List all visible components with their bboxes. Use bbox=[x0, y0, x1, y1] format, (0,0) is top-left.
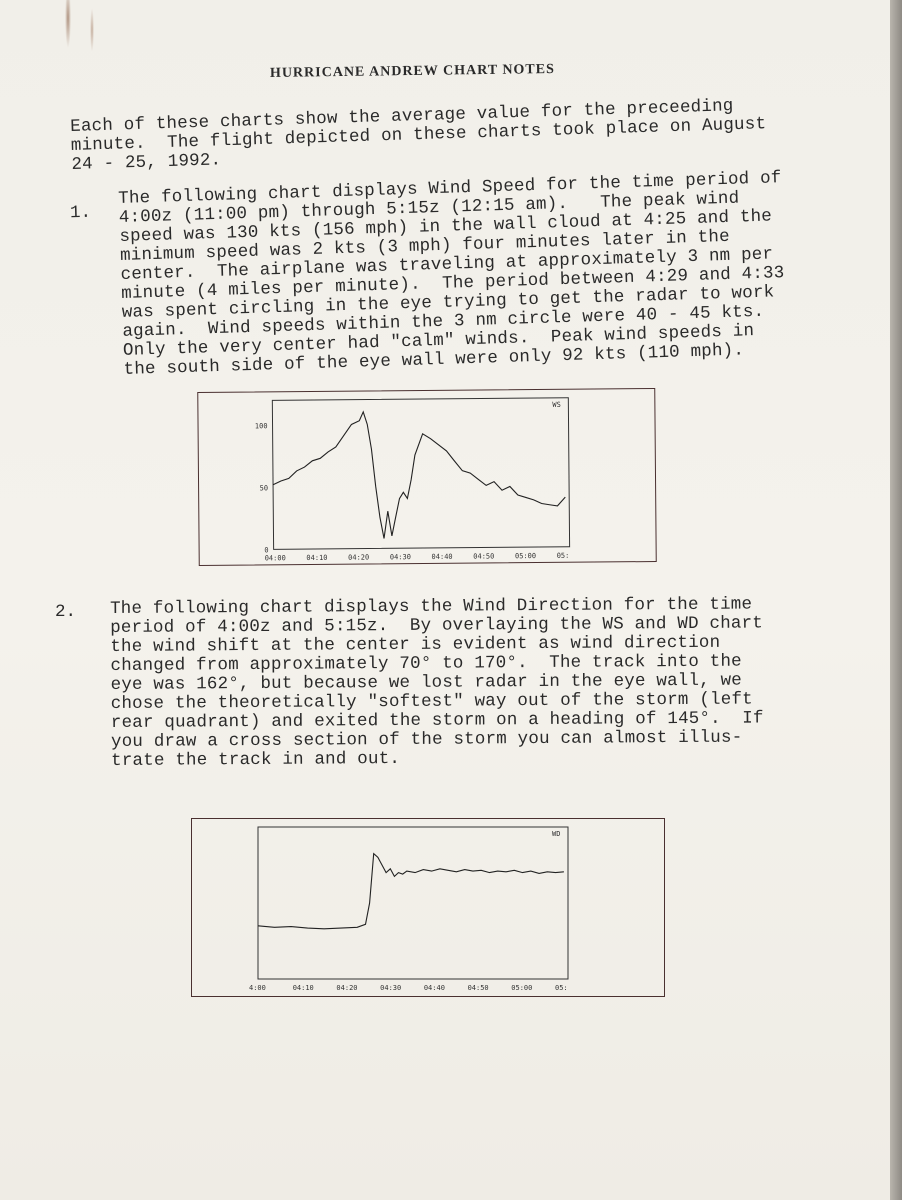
item-1-number: 1. bbox=[69, 202, 92, 224]
series-line-ws bbox=[272, 410, 565, 539]
x-tick-label: 04:50 bbox=[473, 552, 495, 561]
series-label: WD bbox=[552, 830, 561, 838]
x-tick-label: 04:50 bbox=[467, 984, 489, 992]
y-tick-label: 0 bbox=[264, 546, 269, 555]
x-tick-label: 05:00 bbox=[511, 984, 533, 992]
item-1-text: The following chart displays Wind Speed for the time period of 4:00z (11:00 pm) through 5:15z (12:15 am). The peak wind speed was 130 kts (156 mph) in the wall cloud at 4:25 and the minimum speed was 2 kts (3 mph) four minutes later in the center. The airplane was traveling at approximately 3 nm per minute (4 miles per minute). The period between 4:29 and 4:33 was spent circling in the eye trying to get the radar to work again. Wind speeds within the 3 nm circle were 40 - 45 kts. Only the very center had "calm" winds. Peak wind speeds in the south side of the eye wall were only 92 kts (110 mph). bbox=[117, 168, 785, 380]
page-title: HURRICANE ANDREW CHART NOTES bbox=[269, 62, 555, 81]
rust-stain bbox=[60, 0, 100, 70]
plot-area bbox=[258, 827, 568, 979]
x-tick-label: 4:00 bbox=[249, 984, 266, 992]
x-tick-label: 05:00 bbox=[514, 552, 537, 561]
y-tick-label: 100 bbox=[254, 422, 268, 431]
intro-paragraph: Each of these charts show the average value for the preceeding minute. The flight depicted on these charts took place on August 24 - 25, 1992. bbox=[69, 96, 767, 175]
x-tick-label: 04:40 bbox=[431, 552, 453, 561]
item-2-number: 2. bbox=[55, 602, 77, 622]
wind-speed-chart bbox=[198, 389, 655, 565]
x-tick-label: 04:10 bbox=[306, 553, 328, 563]
series-label: WS bbox=[552, 400, 561, 409]
wind-direction-chart-frame bbox=[191, 818, 665, 997]
y-tick-label: 50 bbox=[259, 484, 269, 493]
page-edge bbox=[890, 0, 902, 1200]
series-line-wd bbox=[258, 854, 564, 929]
plot-area bbox=[272, 398, 569, 550]
x-tick-label: 05: bbox=[555, 984, 568, 992]
x-tick-label: 04:20 bbox=[348, 553, 370, 562]
x-tick-label: 04:30 bbox=[389, 553, 411, 562]
x-tick-label: 04:00 bbox=[264, 554, 286, 563]
x-tick-label: 04:10 bbox=[292, 984, 314, 992]
x-tick-label: 04:20 bbox=[336, 984, 358, 992]
item-2-text: The following chart displays the Wind Direction for the time period of 4:00z and 5:15z. By overlaying the WS and WD chart the wind shift at the center is evident as wind direction changed from approximately 70° to 170°. The track into the eye was 162°, but because we lost radar in the eye wall, we chose the theoretically "softest" way out of the storm (left rear quadrant) and exited the storm on a heading of 145°. If you draw a cross section of the storm you can almost illus- trate the track in and out. bbox=[109, 594, 764, 771]
wind-speed-chart-frame bbox=[197, 388, 657, 566]
x-tick-label: 05: bbox=[556, 551, 570, 560]
x-tick-label: 04:40 bbox=[423, 984, 445, 992]
x-tick-label: 04:30 bbox=[380, 984, 402, 992]
wind-direction-chart bbox=[192, 819, 664, 996]
